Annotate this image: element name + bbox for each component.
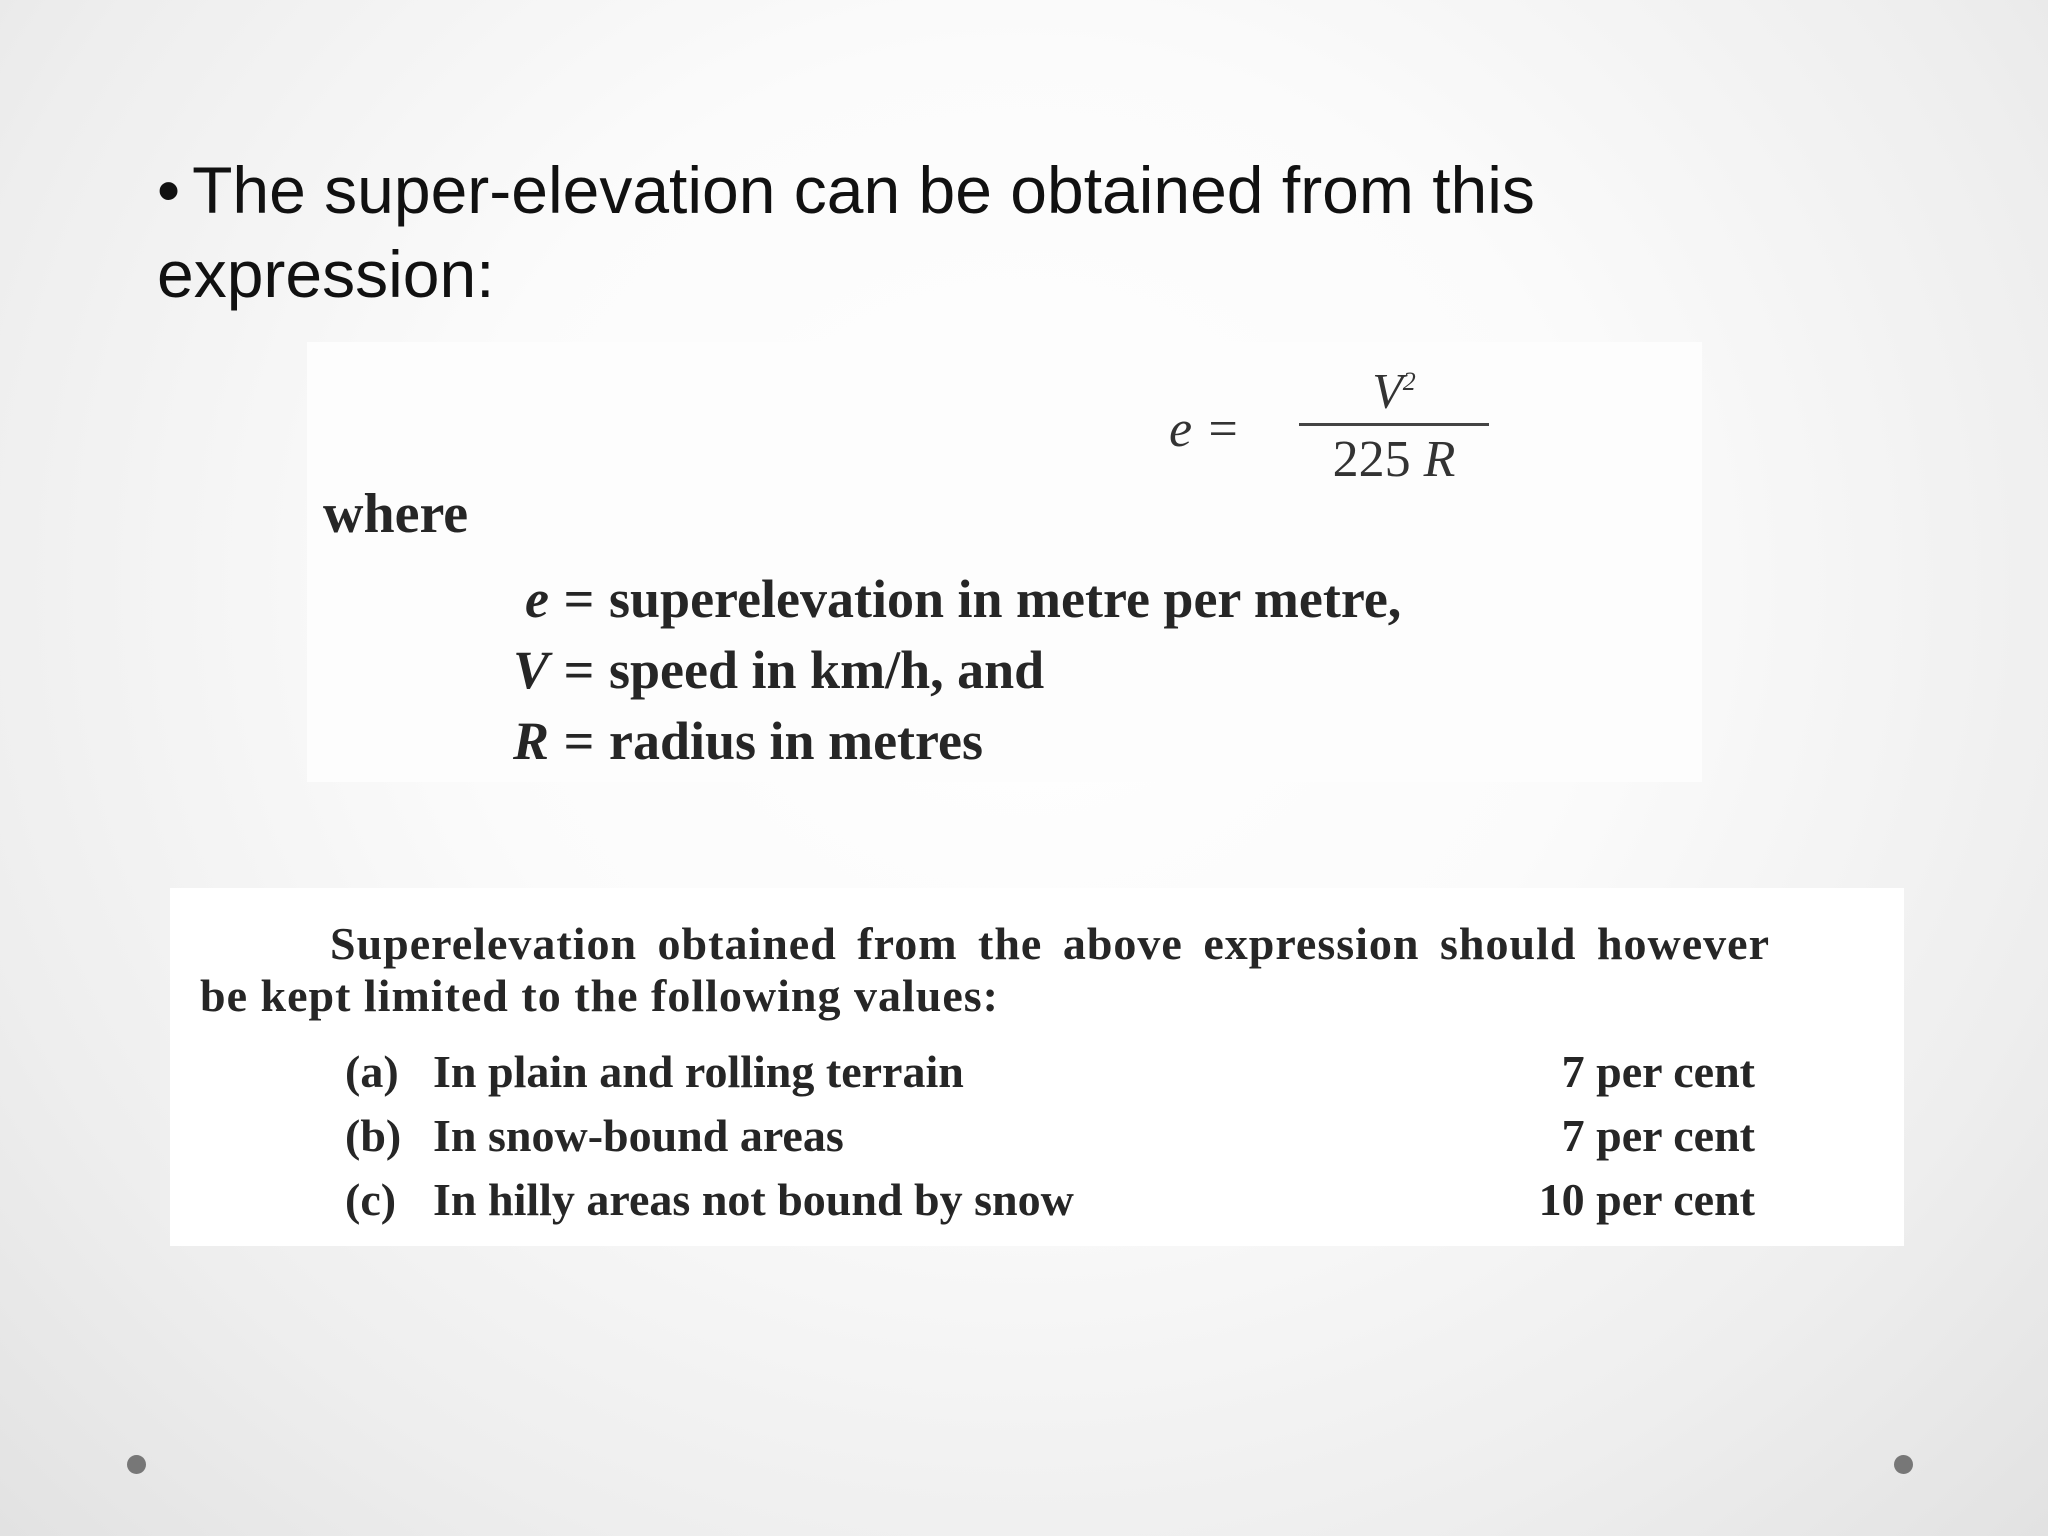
definition-equals: = [563,569,595,629]
definition-text: superelevation in metre per metre, [609,569,1402,629]
limit-label [345,1040,964,1104]
limit-row [345,1040,1755,1104]
limit-text: In plain and rolling terrain [433,1046,964,1097]
definition-text: speed in km/h, and [609,640,1045,700]
superelevation-formula [1169,352,1499,522]
definition-row [497,564,1401,635]
formula-numerator [1299,352,1489,421]
limit-text: In snow-bound areas [433,1110,844,1161]
limit-marker: (a) [345,1046,399,1097]
definition-row [497,706,1401,777]
formula-lhs: e = [1169,401,1241,458]
limit-value: 7 per cent [1561,1110,1755,1161]
denominator-constant: 225 [1332,430,1411,488]
definition-text: radius in metres [609,711,983,771]
limit-marker: (b) [345,1110,402,1161]
bullet-paragraph [157,148,1877,316]
definition-symbol: R [512,711,549,771]
limit-row [345,1104,1755,1168]
limits-list [345,1040,1755,1232]
limit-marker: (c) [345,1174,397,1225]
nav-dot-right-icon [1894,1455,1913,1474]
limit-label [345,1104,844,1168]
limit-label [345,1168,1074,1232]
limit-text: In hilly areas not bound by snow [433,1174,1074,1225]
limits-image [170,888,1904,1246]
definition-equals: = [563,711,595,771]
numerator-variable: V [1372,362,1403,419]
limit-value: 10 per cent [1538,1174,1755,1225]
definition-equals: = [563,640,595,700]
limit-row [345,1168,1755,1232]
bullet-icon: • [157,153,181,227]
formula-fraction [1299,352,1489,490]
limits-intro: Superelevation obtained from the above expression should however be kept limited to the following values: [200,918,1770,1021]
formula-image [307,342,1702,782]
denominator-variable: R [1423,430,1456,488]
numerator-exponent: 2 [1402,367,1416,396]
limit-value: 7 per cent [1561,1046,1755,1097]
where-label: where [323,483,469,545]
bullet-text: The super-elevation can be obtained from this expression: [157,153,1535,311]
definition-row [497,635,1401,706]
nav-dot-left-icon [127,1455,146,1474]
definition-symbol: V [512,640,549,700]
fraction-bar [1299,423,1489,426]
definitions-list [497,564,1401,777]
definition-symbol: e [525,569,549,629]
formula-denominator [1299,430,1489,490]
